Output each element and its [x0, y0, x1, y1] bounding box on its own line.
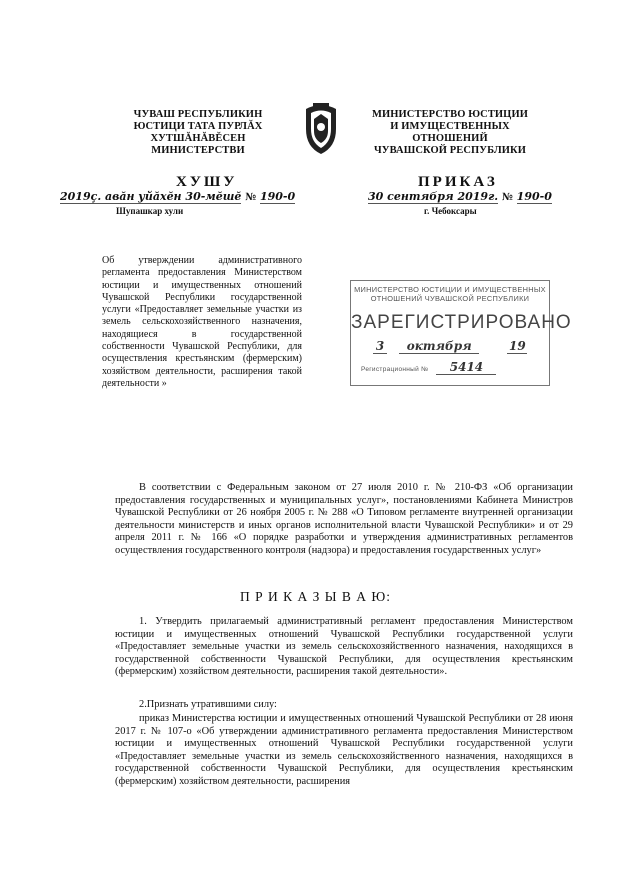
header-right-line: МИНИСТЕРСТВО ЮСТИЦИИ — [371, 109, 528, 120]
right-doc-city: г. Чебоксары — [424, 206, 477, 216]
left-doc-date — [60, 190, 295, 204]
header-left-line: ХУТШĂНĂВĔСЕН — [150, 133, 246, 144]
document-subject: Об утверждении административного регламента предоставления Министерством юстиции и имущественных отношений Чувашской Республики государственной услуги «Предоставляет земельные участки из земель сельскохозяйственного назначения, находящиеся в государственной собственности Чувашской Республики, для осуществления крестьянским (фермерским) хозяйством деятельности, расширения такой деятельности » — [102, 255, 302, 389]
right-doc-number-hand: 190-0 — [516, 190, 552, 203]
stamp-org-line1: МИНИСТЕРСТВО ЮСТИЦИИ И ИМУЩЕСТВЕННЫХ — [354, 285, 546, 294]
stamp-registered: ЗАРЕГИСТРИРОВАНО — [351, 312, 572, 333]
right-doc-date-hand: 30 сентября 2019г. — [368, 190, 499, 203]
registration-stamp — [350, 280, 572, 386]
stamp-year-hand: 19 — [509, 339, 526, 353]
header-right-line: ОТНОШЕНИЙ — [412, 133, 488, 144]
right-doc-number-label: № — [501, 192, 513, 203]
header-right-line: И ИМУЩЕСТВЕННЫХ — [390, 121, 510, 132]
item-1: 1. Утвердить прилагаемый административный регламент предоставления Министерством юстиции и имущественных отношений Чувашской Республики государственной услуги «Предоставляет земельные участки из земель сельскохозяйственного назначения, находящихся в государственной собственности Чувашской Республики, для осуществления крестьянским (фермерским) хозяйством деятельности, расширения такой деятельности». — [115, 616, 573, 678]
header-left — [118, 109, 278, 157]
item-2-text: приказ Министерства юстиции и имущественных отношений Чувашской Республики от 28 июня 2017 г. № 107-о «Об утверждении административного регламента предоставления Министерством юстиции и имущественных отношений Чувашской Республики государственной услуги «Предоставляет земельные участки из земель сельскохозяйственного назначения, находящихся в государственной собственности Чувашской Республики, для осуществления крестьянским (фермерским) хозяйством деятельности, расширения — [115, 713, 573, 787]
left-doc-number-hand: 190-0 — [259, 190, 296, 203]
header-left-line: МИНИСТЕРСТВИ — [151, 145, 245, 156]
right-doc-date — [368, 190, 552, 204]
emblem-icon — [300, 99, 342, 157]
header-right — [360, 109, 540, 157]
item-2-title: 2.Признать утратившими силу: — [139, 699, 277, 710]
preamble: В соответствии с Федеральным законом от 27 июля 2010 г. № 210-ФЗ «Об организации предоставления государственных и муниципальных услуг», постановлениями Кабинета Министров Чувашской Республики от 26 ноября 2005 г. № 288 «О Типовом регламенте внутренней организации деятельности министерств и иных органов исполнительной власти Чувашской Республики» и от 29 апреля 2011 г. № 166 «О порядке разработки и утверждения административных регламентов осуществления государственного контроля (надзора) и предоставления государственных услуг» — [115, 482, 573, 556]
stamp-org-line2: ОТНОШЕНИЙ ЧУВАШСКОЙ РЕСПУБЛИКИ — [370, 294, 530, 303]
right-doc-title: ПРИКАЗ — [418, 174, 498, 190]
header-left-line: ЮСТИЦИ ТАТА ПУРЛĂХ — [133, 121, 263, 132]
stamp-day-hand: 3 — [373, 339, 387, 354]
header-right-line: ЧУВАШСКОЙ РЕСПУБЛИКИ — [373, 145, 527, 156]
left-doc-city: Шупашкар хули — [116, 206, 184, 216]
left-doc-date-hand: 2019ç. авăн уйăхĕн 30-мĕшĕ — [60, 190, 242, 203]
left-doc-title: ХУШУ — [176, 174, 238, 190]
stamp-reg-row — [351, 358, 549, 376]
header-left-line: ЧУВАШ РЕСПУБЛИКИН — [133, 109, 263, 120]
order-word: П Р И К А З Ы В А Ю: — [240, 589, 392, 604]
stamp-reg-label: Регистрационный № — [361, 366, 429, 373]
left-doc-number-label: № — [245, 192, 257, 203]
stamp-date — [351, 339, 549, 354]
stamp-reg-number: 5414 — [436, 360, 496, 375]
stamp-month-hand: октября — [399, 339, 479, 354]
